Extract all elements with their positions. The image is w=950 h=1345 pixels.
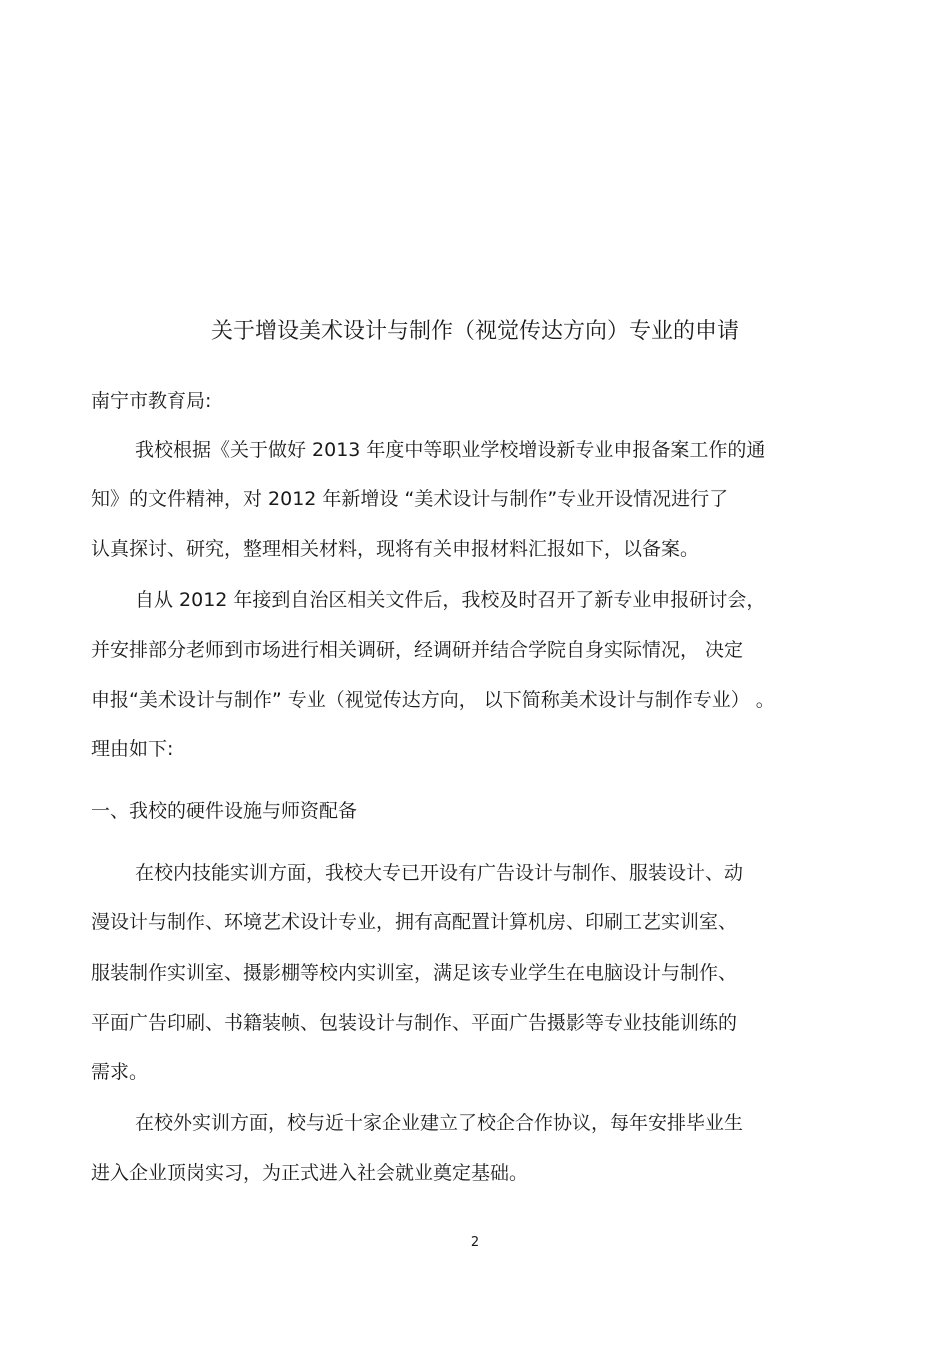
paragraph-line: 需求。 (91, 1061, 149, 1083)
paragraph-line: 并安排部分老师到市场进行相关调研，经调研并结合学院自身实际情况， 决定 (91, 639, 744, 661)
paragraph-line: 我校根据《关于做好 2013 年度中等职业学校增设新专业申报备案工作的通 (135, 439, 766, 461)
salutation: 南宁市教育局: (91, 390, 212, 412)
paragraph-line: 漫设计与制作、环境艺术设计专业，拥有高配置计算机房、印刷工艺实训室、 (91, 911, 738, 933)
document-title: 关于增设美术设计与制作（视觉传达方向）专业的申请 (210, 319, 739, 344)
paragraph-line: 知》的文件精神，对 2012 年新增设 “美术设计与制作”专业开设情况进行了 (91, 488, 729, 510)
paragraph-line: 认真探讨、研究，整理相关材料，现将有关申报材料汇报如下，以备案。 (91, 538, 700, 560)
paragraph-line: 进入企业顶岗实习，为正式进入社会就业奠定基础。 (91, 1162, 529, 1184)
paragraph-line: 在校内技能实训方面，我校大专已开设有广告设计与制作、服装设计、动 (135, 862, 744, 884)
paragraph-line: 理由如下: (91, 738, 174, 760)
page-number: 2 (470, 1235, 480, 1250)
paragraph-line: 服装制作实训室、摄影棚等校内实训室，满足该专业学生在电脑设计与制作、 (91, 962, 738, 984)
paragraph-line: 平面广告印刷、书籍装帧、包装设计与制作、平面广告摄影等专业技能训练的 (91, 1012, 738, 1034)
section-heading: 一、我校的硬件设施与师资配备 (91, 800, 358, 822)
paragraph-line: 申报“美术设计与制作” 专业（视觉传达方向， 以下简称美术设计与制作专业） 。 (91, 689, 775, 711)
paragraph-line: 在校外实训方面，校与近十家企业建立了校企合作协议，每年安排毕业生 (135, 1112, 744, 1134)
paragraph-line: 自从 2012 年接到自治区相关文件后，我校及时召开了新专业申报研讨会， (135, 589, 766, 611)
